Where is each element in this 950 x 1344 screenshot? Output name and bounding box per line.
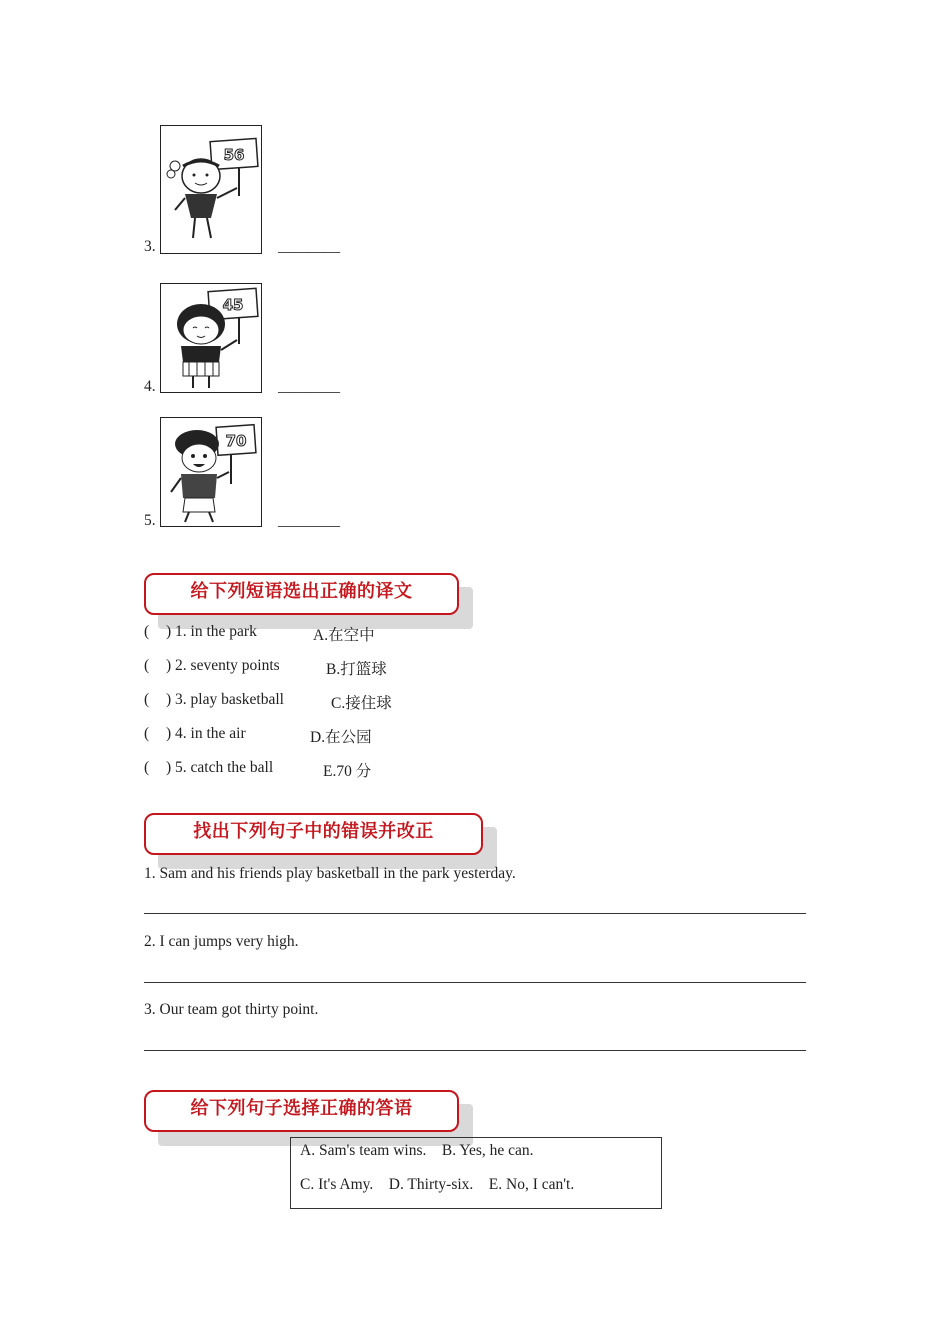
answer-blank[interactable]: ________ (278, 512, 340, 529)
item-number: 5. (144, 512, 156, 529)
phrase: ) 4. in the air (166, 725, 246, 742)
sign-number: 56 (223, 146, 245, 164)
translation-option: B.打篮球 (326, 661, 387, 678)
phrase: ) 1. in the park (166, 623, 257, 640)
girl-with-sign-picture (160, 283, 262, 393)
answer-options-box (290, 1137, 662, 1209)
options-line-1: A. Sam's team wins. B. Yes, he can. (300, 1142, 534, 1159)
answer-paren[interactable]: ( (144, 725, 150, 742)
boy-with-sign-picture (160, 125, 262, 254)
translation-option: A.在空中 (313, 627, 375, 644)
answer-blank[interactable]: ________ (278, 238, 340, 255)
error-sentence-3: 3. Our team got thirty point. (144, 1001, 319, 1018)
phrase: ) 3. play basketball (166, 691, 284, 708)
answer-paren[interactable]: ( (144, 759, 150, 776)
section-header-translation (144, 573, 459, 615)
translation-option: E.70 分 (323, 763, 372, 780)
item-number: 4. (144, 378, 156, 395)
sign-number: 45 (222, 296, 244, 314)
answer-line-1[interactable] (144, 913, 806, 914)
boy-with-sign-picture (160, 417, 262, 527)
section-header-responses (144, 1090, 459, 1132)
answer-paren[interactable]: ( (144, 623, 150, 640)
phrase: ) 2. seventy points (166, 657, 280, 674)
section-header-correction (144, 813, 483, 855)
answer-line-2[interactable] (144, 982, 806, 983)
section-title: 给下列句子选择正确的答语 (190, 1098, 413, 1119)
error-sentence-2: 2. I can jumps very high. (144, 933, 299, 950)
answer-paren[interactable]: ( (144, 657, 150, 674)
answer-paren[interactable]: ( (144, 691, 150, 708)
sign-number: 70 (225, 432, 247, 450)
options-line-2: C. It's Amy. D. Thirty-six. E. No, I can't. (300, 1176, 575, 1193)
item-number: 3. (144, 238, 156, 255)
answer-line-3[interactable] (144, 1050, 806, 1051)
section-title: 找出下列句子中的错误并改正 (193, 821, 434, 842)
section-title: 给下列短语选出正确的译文 (190, 581, 413, 602)
translation-option: D.在公园 (310, 729, 372, 746)
answer-blank[interactable]: ________ (278, 378, 340, 395)
error-sentence-1: 1. Sam and his friends play basketball in the park yesterday. (144, 865, 516, 882)
translation-option: C.接住球 (331, 695, 392, 712)
phrase: ) 5. catch the ball (166, 759, 274, 776)
